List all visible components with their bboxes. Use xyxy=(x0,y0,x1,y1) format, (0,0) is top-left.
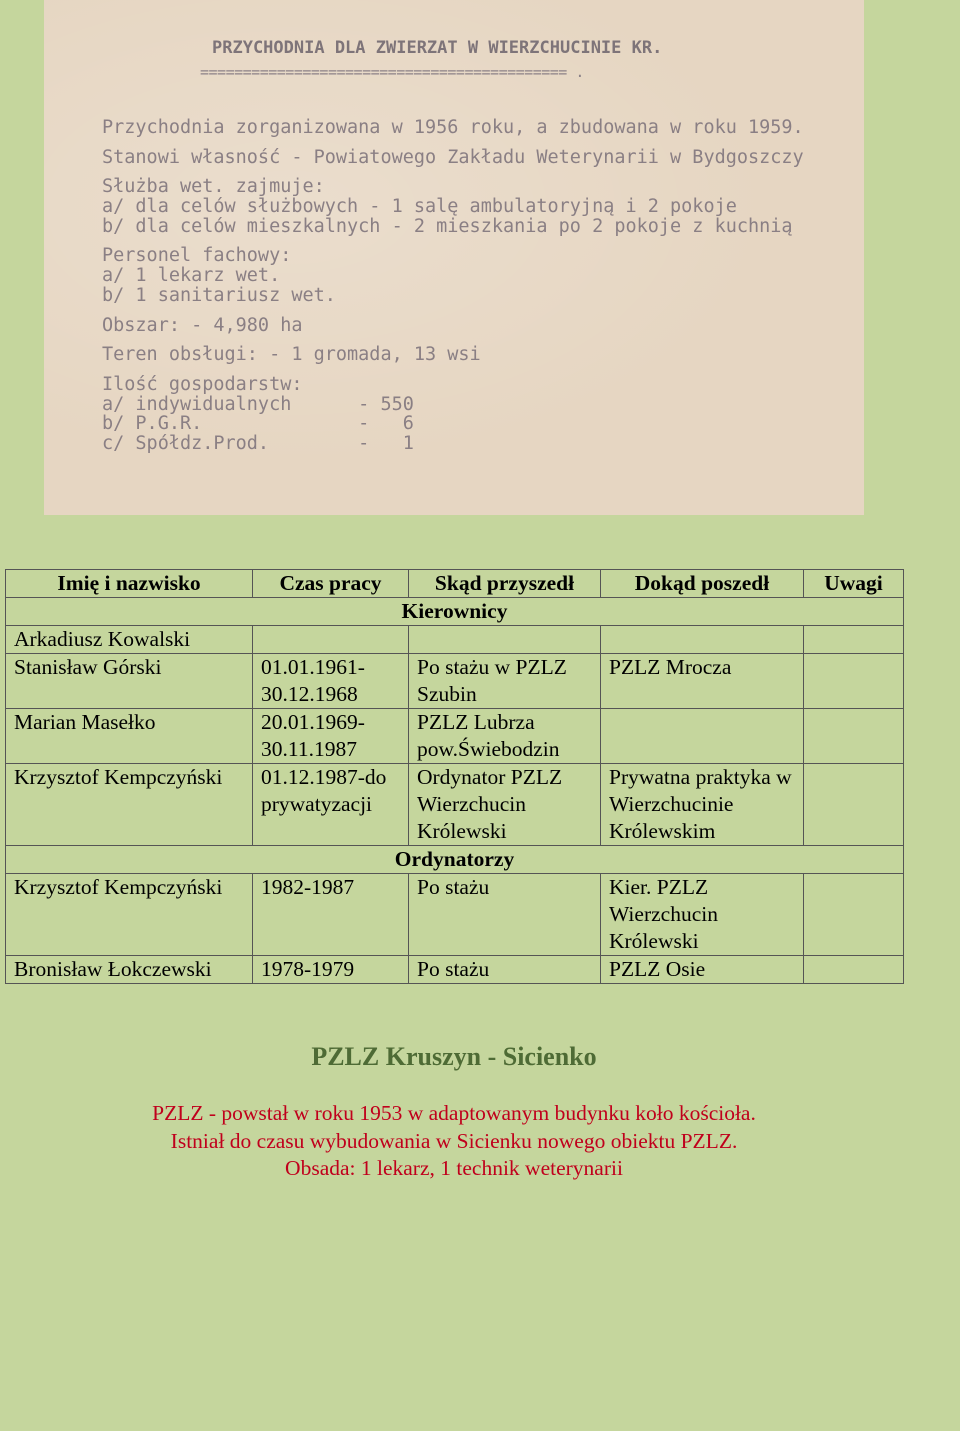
cell-period: 01.12.1987-do prywatyzacji xyxy=(253,764,409,846)
cell-to: Kier. PZLZ Wierzchucin Królewski xyxy=(601,874,804,956)
section-ordynatorzy: Ordynatorzy xyxy=(6,846,904,874)
cell-name: Marian Masełko xyxy=(6,709,253,764)
scanned-document xyxy=(44,0,864,515)
cell-period: 1978-1979 xyxy=(253,956,409,984)
scan-line: Obszar: - 4,980 ha xyxy=(102,315,303,336)
paragraph-line: PZLZ - powstał w roku 1953 w adaptowanym budynku koło kościoła. xyxy=(152,1101,756,1125)
cell-notes xyxy=(804,764,904,846)
header-name: Imię i nazwisko xyxy=(6,570,253,598)
cell-name: Stanisław Górski xyxy=(6,654,253,709)
cell-from: Po stażu xyxy=(409,956,601,984)
header-period: Czas pracy xyxy=(253,570,409,598)
scan-line: Służba wet. zajmuje: xyxy=(102,176,325,197)
cell-to xyxy=(601,626,804,654)
cell-period: 20.01.1969-30.11.1987 xyxy=(253,709,409,764)
scan-line: b/ dla celów mieszkalnych - 2 mieszkania po 2 pokoje z kuchnią xyxy=(102,216,793,237)
section-kierownicy: Kierownicy xyxy=(6,598,904,626)
table-row xyxy=(6,874,904,956)
scan-heading: PRZYCHODNIA DLA ZWIERZAT W WIERZCHUCINIE KR. xyxy=(212,38,663,58)
header-notes: Uwagi xyxy=(804,570,904,598)
scan-line: c/ Spółdz.Prod. - 1 xyxy=(102,433,414,454)
scan-line: b/ P.G.R. - 6 xyxy=(102,413,414,434)
cell-from: Po stażu w PZLZ Szubin xyxy=(409,654,601,709)
scan-underline: =========================================== . xyxy=(200,63,584,81)
cell-notes xyxy=(804,654,904,709)
cell-from: PZLZ Lubrza pow.Świebodzin xyxy=(409,709,601,764)
scan-line: b/ 1 sanitariusz wet. xyxy=(102,285,336,306)
cell-period: 01.01.1961-30.12.1968 xyxy=(253,654,409,709)
scan-line: a/ indywidualnych - 550 xyxy=(102,394,414,415)
cell-period xyxy=(253,626,409,654)
scan-line: Personel fachowy: xyxy=(102,245,292,266)
staff-table xyxy=(5,569,904,984)
section-paragraph xyxy=(0,1100,908,1183)
cell-to xyxy=(601,709,804,764)
scan-line: a/ 1 lekarz wet. xyxy=(102,265,281,286)
header-to: Dokąd poszedł xyxy=(601,570,804,598)
section-row xyxy=(6,598,904,626)
table-row xyxy=(6,956,904,984)
cell-name: Bronisław Łokczewski xyxy=(6,956,253,984)
scan-line: Przychodnia zorganizowana w 1956 roku, a zbudowana w roku 1959. xyxy=(102,117,804,138)
cell-from xyxy=(409,626,601,654)
cell-name: Krzysztof Kempczyński xyxy=(6,874,253,956)
table-row xyxy=(6,709,904,764)
header-from: Skąd przyszedł xyxy=(409,570,601,598)
cell-notes xyxy=(804,626,904,654)
scan-line: Stanowi własność - Powiatowego Zakładu Weterynarii w Bydgoszczy xyxy=(102,147,804,168)
cell-to: PZLZ Osie xyxy=(601,956,804,984)
cell-period: 1982-1987 xyxy=(253,874,409,956)
cell-to: Prywatna praktyka w Wierzchucinie Królewskim xyxy=(601,764,804,846)
section-row xyxy=(6,846,904,874)
paragraph-line: Istniał do czasu wybudowania w Sicienku nowego obiektu PZLZ. xyxy=(170,1128,738,1153)
table-row xyxy=(6,654,904,709)
cell-notes xyxy=(804,874,904,956)
cell-to: PZLZ Mrocza xyxy=(601,654,804,709)
scan-line: Teren obsługi: - 1 gromada, 13 wsi xyxy=(102,344,481,365)
section-title: PZLZ Kruszyn - Sicienko xyxy=(311,1042,597,1071)
cell-name: Arkadiusz Kowalski xyxy=(6,626,253,654)
table-header-row xyxy=(6,570,904,598)
paragraph-line: Obsada: 1 lekarz, 1 technik weterynarii xyxy=(285,1156,623,1180)
table-row xyxy=(6,626,904,654)
cell-notes xyxy=(804,956,904,984)
scan-line: a/ dla celów służbowych - 1 salę ambulatoryjną i 2 pokoje xyxy=(102,196,737,217)
cell-from: Ordynator PZLZ Wierzchucin Królewski xyxy=(409,764,601,846)
cell-notes xyxy=(804,709,904,764)
table-row xyxy=(6,764,904,846)
cell-name: Krzysztof Kempczyński xyxy=(6,764,253,846)
scan-line: Ilość gospodarstw: xyxy=(102,374,303,395)
cell-from: Po stażu xyxy=(409,874,601,956)
